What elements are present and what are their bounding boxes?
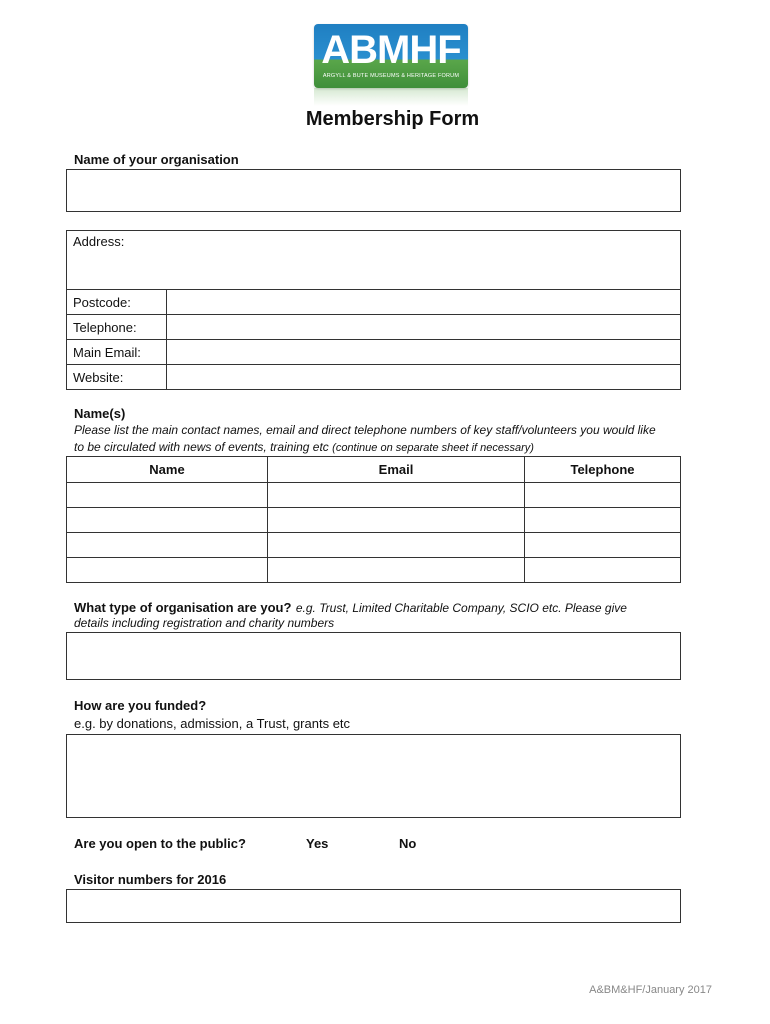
logo-reflection <box>314 88 468 106</box>
open-public-yes-option[interactable]: Yes <box>306 836 329 851</box>
logo <box>314 24 468 88</box>
contact-telephone-cell[interactable] <box>525 533 681 558</box>
table-row <box>67 533 681 558</box>
website-label: Website: <box>67 365 167 390</box>
contact-name-cell[interactable] <box>67 533 268 558</box>
footer-reference: A&BM&HF/January 2017 <box>589 984 712 996</box>
contacts-table <box>66 456 681 583</box>
visitor-numbers-field[interactable] <box>66 889 681 923</box>
table-row <box>67 508 681 533</box>
names-heading: Name(s) <box>74 406 126 421</box>
page-title: Membership Form <box>305 108 480 130</box>
email-label: Main Email: <box>67 340 167 365</box>
table-row <box>67 483 681 508</box>
postcode-label: Postcode: <box>67 290 167 315</box>
names-instructions-line1: Please list the main contact names, email and direct telephone numbers of key staff/volunteers you would like <box>74 423 656 437</box>
contact-telephone-cell[interactable] <box>525 558 681 583</box>
contact-name-cell[interactable] <box>67 558 268 583</box>
address-field[interactable] <box>67 231 681 290</box>
funding-question: How are you funded? <box>74 698 207 713</box>
contact-name-cell[interactable] <box>67 483 268 508</box>
telephone-field[interactable] <box>167 315 681 340</box>
contact-email-cell[interactable] <box>268 533 525 558</box>
open-public-question: Are you open to the public? <box>74 836 246 851</box>
logo-text: ABMHF <box>321 28 461 72</box>
email-field[interactable] <box>167 340 681 365</box>
address-label: Address: <box>73 234 125 249</box>
telephone-label: Telephone: <box>67 315 167 340</box>
funding-field[interactable] <box>66 734 681 818</box>
names-instructions-line2: to be circulated with news of events, training etc (continue on separate sheet if necessary) <box>74 440 534 454</box>
org-type-field[interactable] <box>66 632 681 680</box>
org-type-question: What type of organisation are you? <box>74 600 292 615</box>
contact-email-cell[interactable] <box>268 558 525 583</box>
address-table <box>66 230 681 390</box>
contact-email-cell[interactable] <box>268 483 525 508</box>
contact-email-cell[interactable] <box>268 508 525 533</box>
org-name-label: Name of your organisation <box>74 152 239 167</box>
column-header-email: Email <box>268 457 525 483</box>
column-header-telephone: Telephone <box>525 457 681 483</box>
column-header-name: Name <box>67 457 268 483</box>
org-name-field[interactable] <box>66 169 681 212</box>
contact-telephone-cell[interactable] <box>525 483 681 508</box>
visitor-numbers-label: Visitor numbers for 2016 <box>74 872 227 887</box>
org-type-question-line <box>74 599 627 617</box>
postcode-field[interactable] <box>167 290 681 315</box>
contact-telephone-cell[interactable] <box>525 508 681 533</box>
table-row <box>67 558 681 583</box>
logo-subtitle: ARGYLL & BUTE MUSEUMS & HERITAGE FORUM <box>322 73 460 79</box>
funding-hint: e.g. by donations, admission, a Trust, grants etc <box>74 716 351 731</box>
website-field[interactable] <box>167 365 681 390</box>
org-type-hint-line2: details including registration and charity numbers <box>74 616 335 630</box>
contact-name-cell[interactable] <box>67 508 268 533</box>
org-type-hint-line1: e.g. Trust, Limited Charitable Company, SCIO etc. Please give <box>295 601 627 615</box>
open-public-no-option[interactable]: No <box>399 836 417 851</box>
